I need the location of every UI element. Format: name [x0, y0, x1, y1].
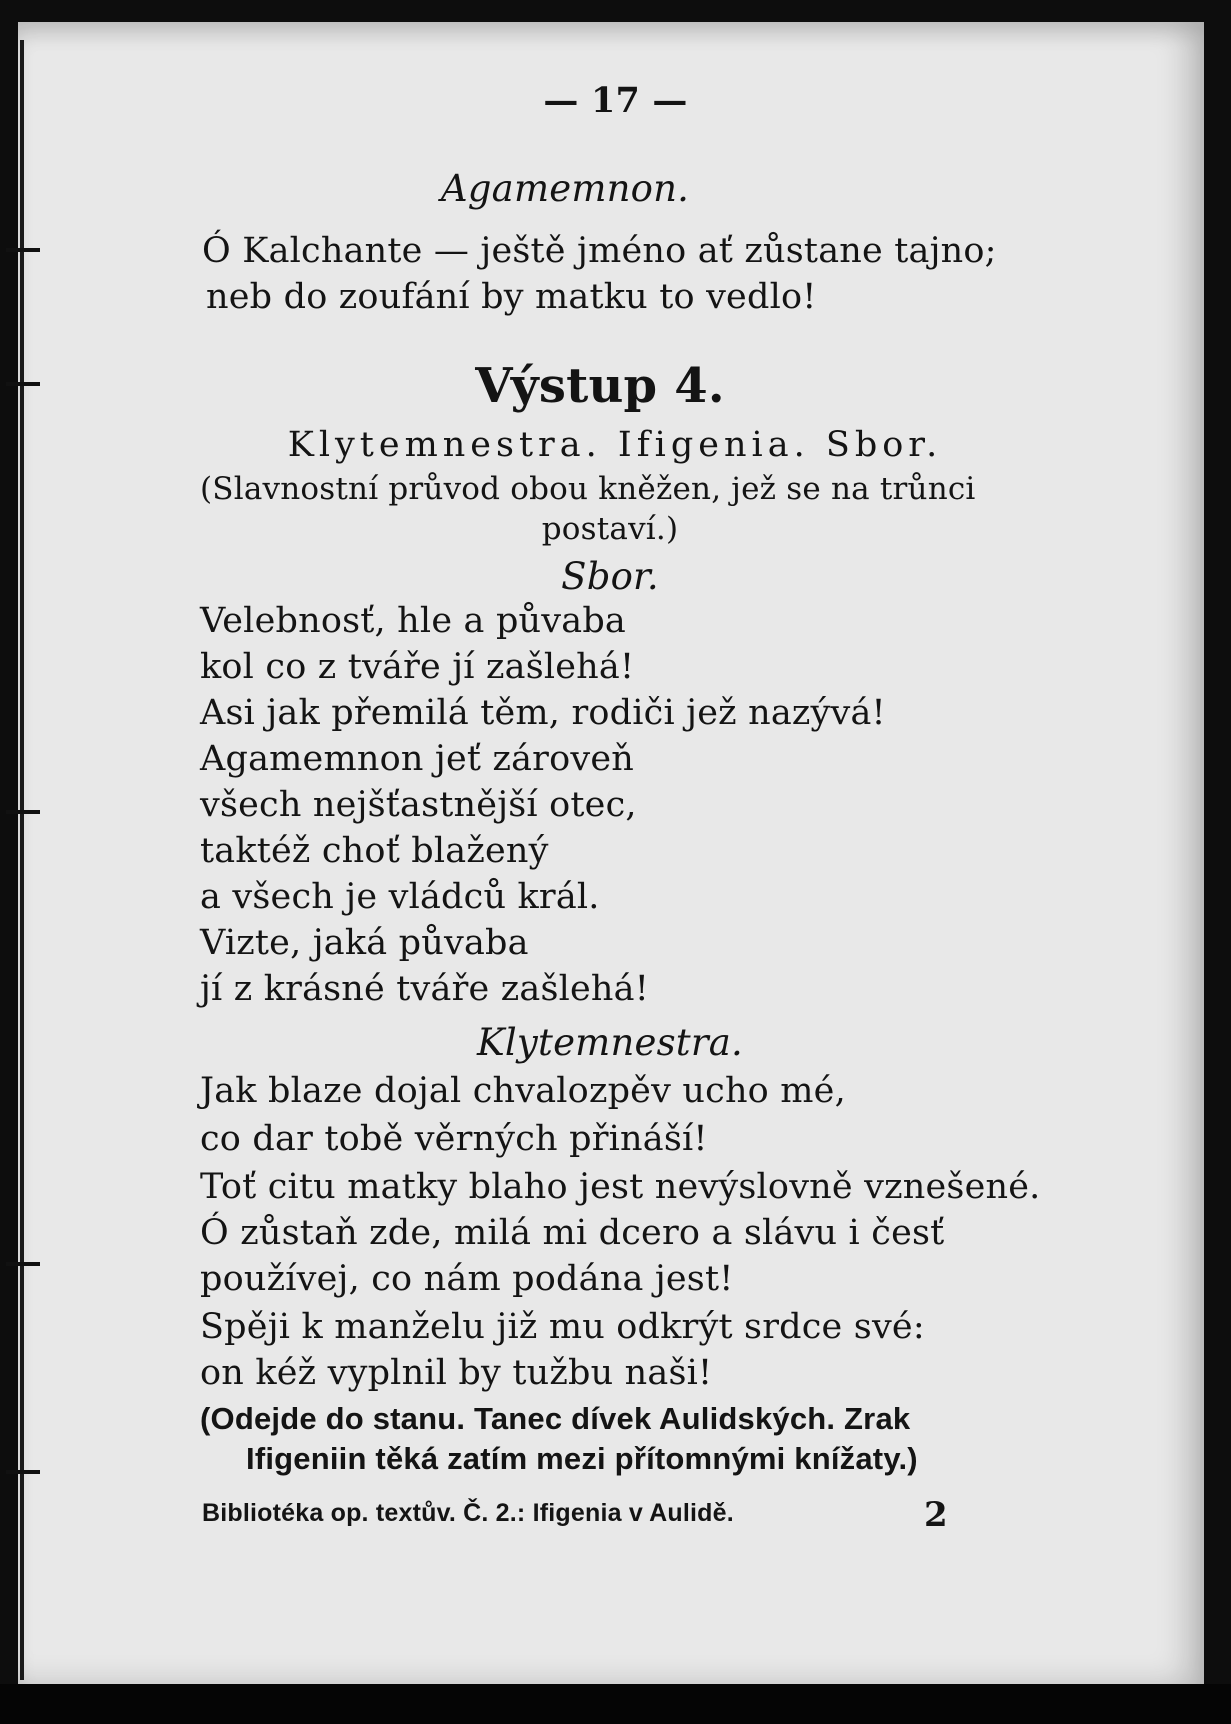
verse-line: Asi jak přemilá těm, rodiči jež nazývá! — [200, 693, 886, 733]
series-footer: Bibliotéka op. textův. Č. 2.: Ifigenia v Aulidě. — [202, 1499, 734, 1527]
verse-line: Jak blaze dojal chvalozpěv ucho mé, — [200, 1071, 846, 1111]
verse-line: neb do zoufání by matku to vedlo! — [206, 277, 817, 317]
closing-stage-direction: Ifigeniin těká zatím mezi přítomnými knížaty.) — [246, 1441, 918, 1476]
verse-line: Ó Kalchante — ještě jméno ať zůstane tajno; — [202, 231, 997, 271]
page-number-header: — 17 — — [543, 80, 688, 121]
verse-line: Toť citu matky blaho jest nevýslovně vznešené. — [200, 1167, 1041, 1207]
verse-line: co dar tobě věrných přináší! — [200, 1119, 708, 1159]
verse-line: a všech je vládců král. — [200, 877, 600, 917]
speaker-agamemnon: Agamemnon. — [440, 167, 690, 210]
verse-line: Vizte, jaká půvaba — [200, 923, 529, 963]
speaker-sbor: Sbor. — [561, 555, 659, 598]
verse-line: všech nejšťastnější otec, — [200, 785, 637, 825]
verse-line: on kéž vyplnil by tužbu naši! — [200, 1353, 713, 1393]
verse-line: kol co z tváře jí zašlehá! — [200, 647, 635, 687]
stage-direction: postaví.) — [541, 511, 679, 547]
scan-bottom-edge — [0, 1684, 1231, 1724]
sheet-signature: 2 — [924, 1495, 948, 1535]
stage-direction: (Slavnostní průvod obou kněžen, jež se na trůnci — [200, 471, 976, 507]
verse-line: Velebnosť, hle a půvaba — [200, 601, 627, 641]
verse-line: Spěji k manželu již mu odkrýt srdce své: — [200, 1307, 925, 1347]
closing-stage-direction: (Odejde do stanu. Tanec dívek Aulidských. Zrak — [200, 1401, 911, 1436]
verse-line: Ó zůstaň zde, milá mi dcero a slávu i česť — [200, 1213, 945, 1253]
verse-line: taktéž choť blažený — [200, 831, 549, 871]
verse-line: Agamemnon jeť zároveň — [200, 739, 635, 779]
speaker-klytemnestra: Klytemnestra. — [477, 1021, 743, 1064]
verse-line: používej, co nám podána jest! — [200, 1259, 734, 1299]
verse-line: jí z krásné tváře zašlehá! — [200, 969, 650, 1009]
scene-cast: Klytemnestra. Ifigenia. Sbor. — [287, 425, 943, 465]
scene-title: Výstup 4. — [475, 358, 725, 414]
